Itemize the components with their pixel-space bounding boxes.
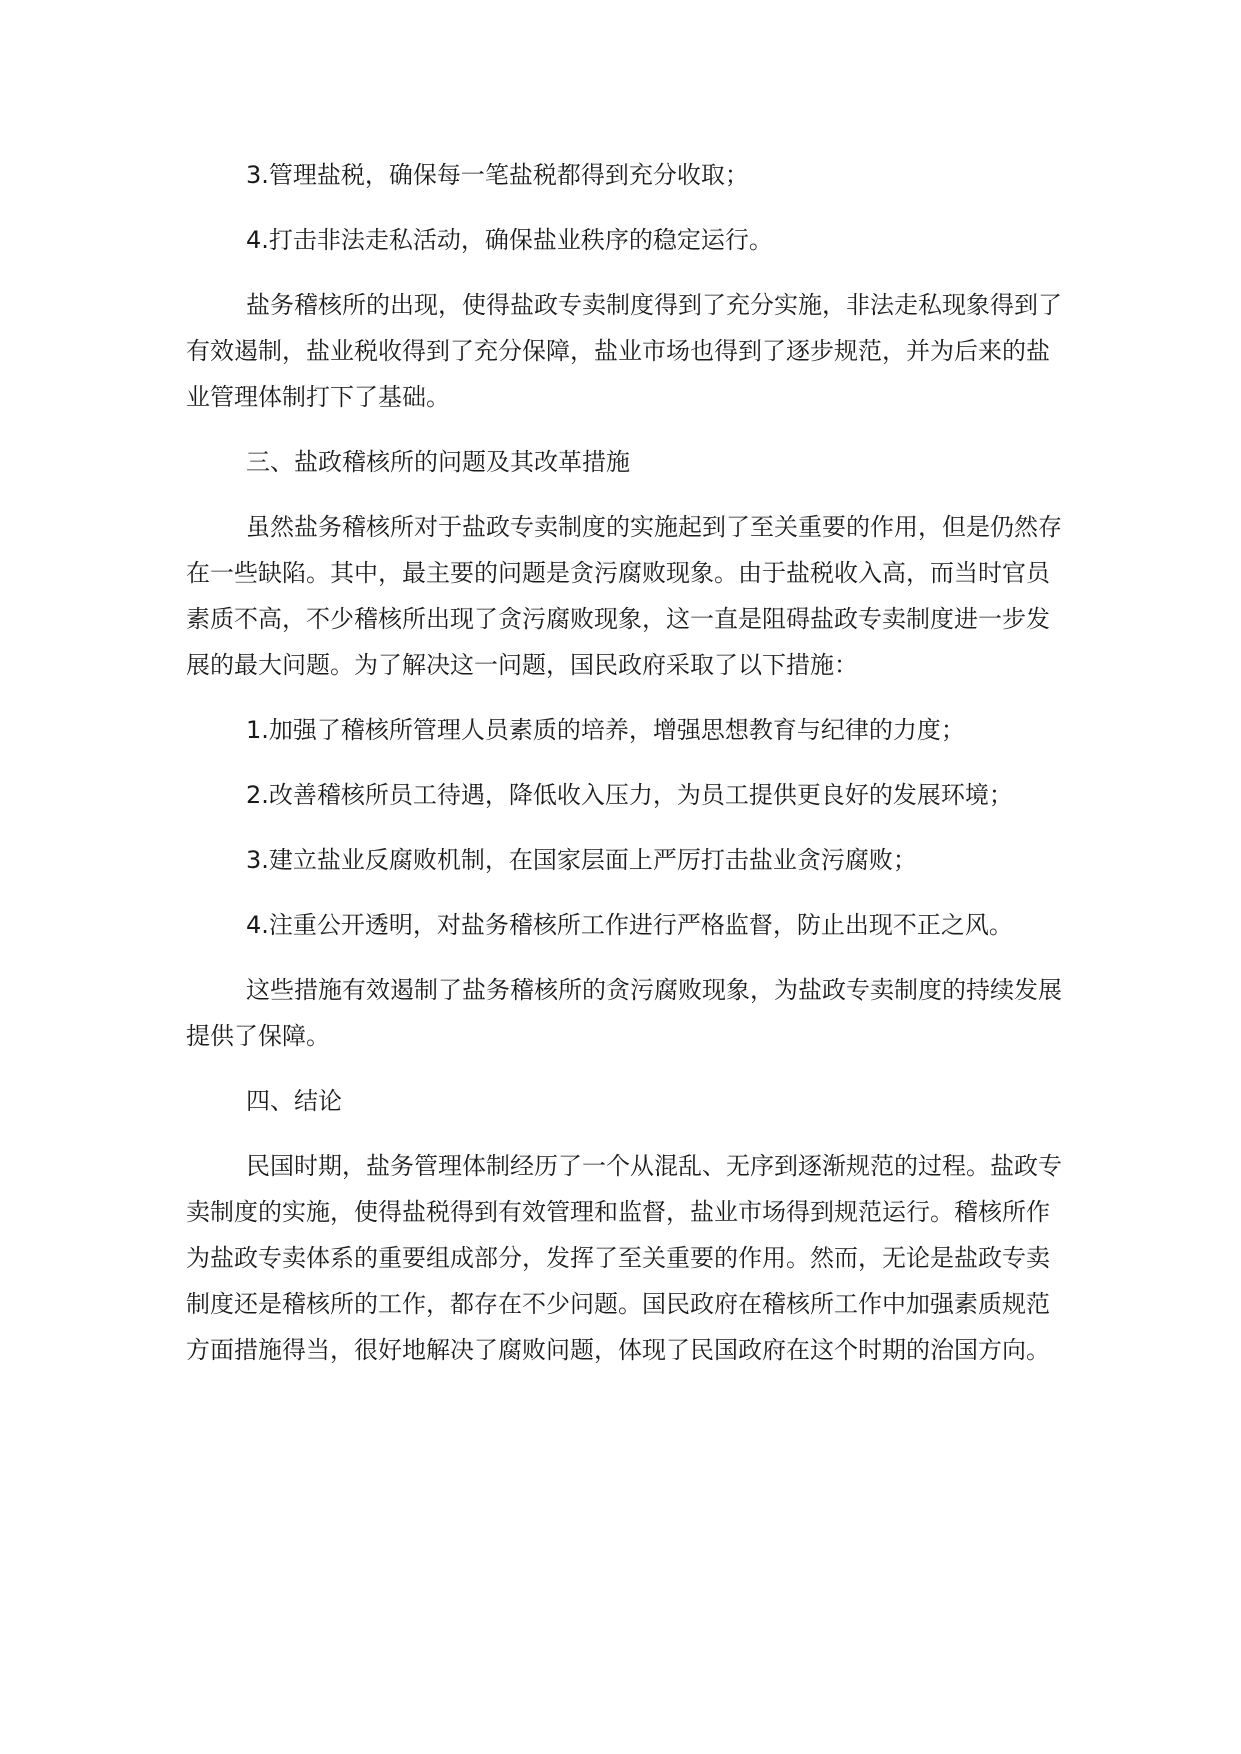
list-item-anti-smuggling: 4.打击非法走私活动，确保盐业秩序的稳定运行。 [246,226,773,254]
conclusion-paragraph: 民国时期，盐务管理体制经历了一个从混乱、无序到逐渐规范的过程。盐政专卖制度的实施，使得盐税得到有效管理和监督，盐业市场得到规范运行。稽核所作为盐政专卖体系的重要组成部分，发挥了至关重要的作用。然而，无论是盐政专卖制度还是稽核所的工作，都存在不少问题。国民政府在稽核所工作中加强素质规范方面措施得当，很好地解决了腐败问题，体现了民国政府在这个时期的治国方向。 [186,1152,1062,1364]
document-body [186,152,1066,1392]
body-paragraph: 虽然盐务稽核所对于盐政专卖制度的实施起到了至关重要的作用，但是仍然存在一些缺陷。其中，最主要的问题是贪污腐败现象。由于盐税收入高，而当时官员素质不高，不少稽核所出现了贪污腐败现象，这一直是阻碍盐政专卖制度进一步发展的最大问题。为了解决这一问题，国民政府采取了以下措施： [186,513,1062,679]
section-heading-problems-reforms: 三、盐政稽核所的问题及其改革措施 [246,448,630,476]
list-item-measure-3: 3.建立盐业反腐败机制，在国家层面上严厉打击盐业贪污腐败； [246,846,917,874]
body-paragraph: 这些措施有效遏制了盐务稽核所的贪污腐败现象，为盐政专卖制度的持续发展提供了保障。 [186,976,1062,1050]
list-item-measure-4: 4.注重公开透明，对盐务稽核所工作进行严格监督，防止出现不正之风。 [246,911,1013,939]
list-item-measure-1: 1.加强了稽核所管理人员素质的培养，增强思想教育与纪律的力度； [246,716,965,744]
list-item-measure-2: 2.改善稽核所员工待遇，降低收入压力，为员工提供更良好的发展环境； [246,781,1013,809]
section-heading-conclusion: 四、结论 [246,1087,342,1115]
body-paragraph: 盐务稽核所的出现，使得盐政专卖制度得到了充分实施，非法走私现象得到了有效遏制，盐业税收得到了充分保障，盐业市场也得到了逐步规范，并为后来的盐业管理体制打下了基础。 [186,291,1062,411]
list-item-manage-salt-tax: 3.管理盐税，确保每一笔盐税都得到充分收取； [246,161,749,189]
